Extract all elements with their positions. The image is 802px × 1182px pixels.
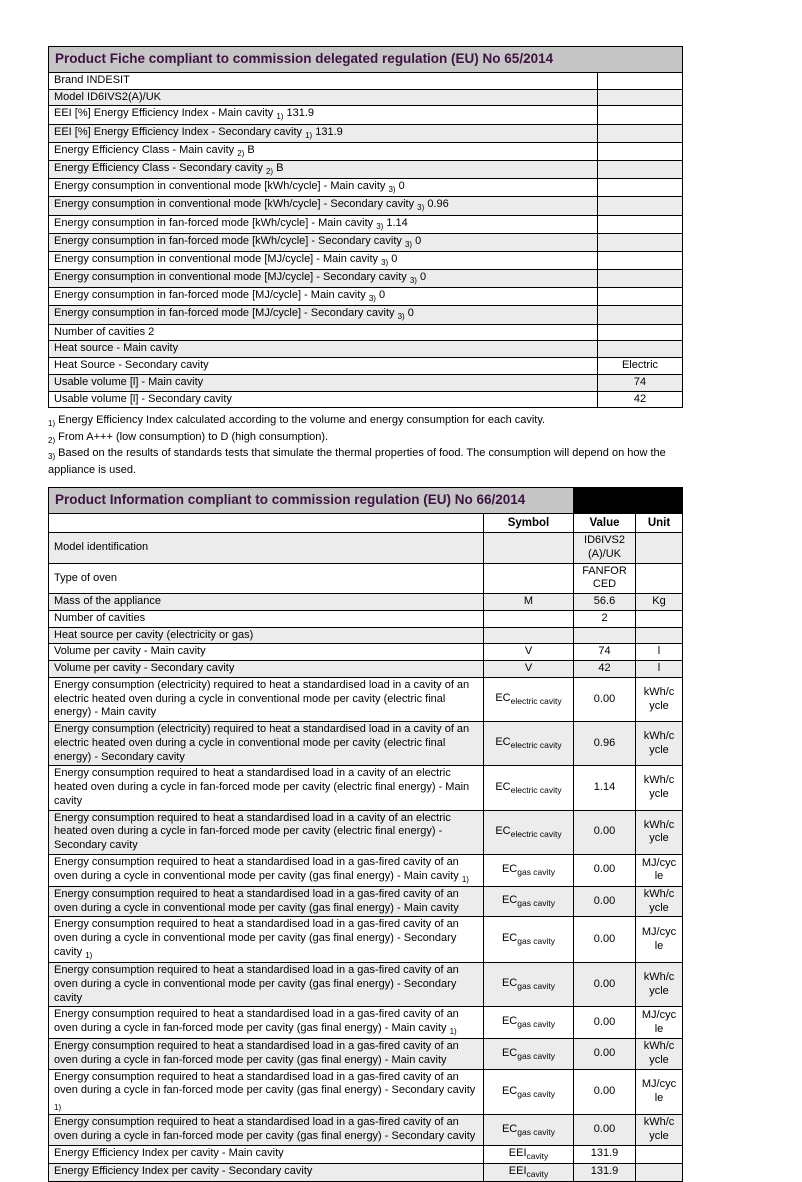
- fiche-row-label: Energy consumption in fan-forced mode [MJ/cycle] - Main cavity $_{3)}$ 0: [49, 288, 598, 306]
- fiche-table: [48, 46, 683, 408]
- info-row-value: 0.00: [574, 810, 636, 854]
- footnote-marker: 2): [237, 148, 245, 158]
- symbol-subscript: gas cavity: [517, 1019, 556, 1030]
- fiche-row: [49, 358, 683, 375]
- info-row: [49, 594, 683, 611]
- info-row-unit: l: [636, 661, 683, 678]
- fiche-row-label: EEI [%] Energy Efficiency Index - Secondary cavity $_{1)}$ 131.9: [49, 124, 598, 142]
- footnote-marker: 3): [404, 239, 413, 249]
- fiche-row-label: Energy consumption in fan-forced mode [kWh/cycle] - Secondary cavity $_{3)}$ 0: [49, 233, 598, 251]
- fiche-row-value: [598, 197, 683, 215]
- fiche-row-label: Number of cavities 2: [49, 324, 598, 341]
- fiche-row: [49, 306, 683, 324]
- info-row: [49, 917, 683, 963]
- info-row-description: Energy consumption (electricity) required to heat a standardised load in a cavity of an electric heated oven during a cycle in conventional mode per cavity (electric final energy) - Secondary cavity: [49, 722, 484, 766]
- info-row-symbol: $EEI_{cavity}$: [484, 1163, 574, 1181]
- info-row-symbol: $EC_{gas cavity}$: [484, 1039, 574, 1070]
- info-row-unit: MJ/cycle: [636, 854, 683, 886]
- info-row-unit: [636, 1163, 683, 1181]
- info-row-value: 0.00: [574, 677, 636, 721]
- info-row-unit: MJ/cycle: [636, 1007, 683, 1039]
- info-row-description: Energy consumption required to heat a standardised load in a gas-fired cavity of an oven during a cycle in conventional mode per cavity (gas final energy) - Secondary cavity: [49, 963, 484, 1007]
- footnote-marker: 3): [381, 258, 389, 268]
- info-row-unit: MJ/cycle: [636, 1069, 683, 1115]
- footnote-marker: 3): [368, 294, 376, 304]
- fiche-row-value: [598, 251, 683, 269]
- info-row: [49, 661, 683, 678]
- fiche-row: [49, 233, 683, 251]
- fiche-table-title: Product Fiche compliant to commission delegated regulation (EU) No 65/2014: [49, 47, 683, 73]
- info-column-header-row: [49, 513, 683, 532]
- info-row: [49, 1145, 683, 1163]
- fiche-row-value: 74: [598, 374, 683, 391]
- info-col-unit: Unit: [636, 513, 683, 532]
- fiche-row-label: Usable volume [l] - Main cavity: [49, 374, 598, 391]
- footnote-marker: 3): [397, 312, 405, 322]
- info-col-description: [49, 513, 484, 532]
- info-row-value: 2: [574, 610, 636, 627]
- info-row-symbol: $EC_{gas cavity}$: [484, 963, 574, 1007]
- info-row-symbol: $EC_{electric cavity}$: [484, 810, 574, 854]
- symbol-subscript: gas cavity: [517, 1126, 556, 1137]
- fiche-row: [49, 179, 683, 197]
- info-row-unit: kWh/cycle: [636, 1039, 683, 1070]
- symbol-subscript: electric cavity: [510, 740, 562, 751]
- fiche-row-value: [598, 72, 683, 89]
- info-row: [49, 766, 683, 810]
- footnotes-block: [48, 413, 682, 478]
- info-row-symbol: V: [484, 644, 574, 661]
- info-row-symbol: $EC_{electric cavity}$: [484, 722, 574, 766]
- fiche-row-label: Usable volume [l] - Secondary cavity: [49, 391, 598, 408]
- fiche-row-value: [598, 306, 683, 324]
- info-row: [49, 1039, 683, 1070]
- fiche-row-label: Model ID6IVS2(A)/UK: [49, 89, 598, 106]
- info-row-symbol: [484, 533, 574, 564]
- info-title-row: [49, 487, 683, 513]
- info-row: [49, 610, 683, 627]
- symbol-subscript: gas cavity: [517, 936, 556, 947]
- info-row-unit: kWh/cycle: [636, 1115, 683, 1146]
- fiche-row-value: [598, 160, 683, 178]
- info-row: [49, 1007, 683, 1039]
- fiche-row-value: [598, 89, 683, 106]
- info-row-symbol: $EC_{electric cavity}$: [484, 766, 574, 810]
- fiche-row-label: Heat source - Main cavity: [49, 341, 598, 358]
- info-row-symbol: V: [484, 661, 574, 678]
- info-row-description: Energy Efficiency Index per cavity - Main cavity: [49, 1145, 484, 1163]
- fiche-row-label: Energy consumption in conventional mode [MJ/cycle] - Secondary cavity $_{3)}$ 0: [49, 270, 598, 288]
- fiche-row-value: [598, 106, 683, 124]
- info-row-description: Type of oven: [49, 563, 484, 594]
- info-row-description: Energy consumption required to heat a standardised load in a gas-fired cavity of an oven during a cycle in conventional mode per cavity (gas final energy) - Main cavity $_{1)}$: [49, 854, 484, 886]
- info-col-symbol: Symbol: [484, 513, 574, 532]
- fiche-row: [49, 197, 683, 215]
- fiche-row-label: Energy consumption in fan-forced mode [kWh/cycle] - Main cavity $_{3)}$ 1.14: [49, 215, 598, 233]
- info-row-symbol: $EC_{gas cavity}$: [484, 917, 574, 963]
- info-row-symbol: $EC_{gas cavity}$: [484, 1007, 574, 1039]
- info-row-description: Energy consumption required to heat a standardised load in a gas-fired cavity of an oven during a cycle in conventional mode per cavity (gas final energy) - Secondary cavity $_{1)}$: [49, 917, 484, 963]
- info-row-unit: [636, 563, 683, 594]
- fiche-row-label: Energy consumption in conventional mode [MJ/cycle] - Main cavity $_{3)}$ 0: [49, 251, 598, 269]
- info-row-unit: Kg: [636, 594, 683, 611]
- info-row-description: Energy consumption required to heat a standardised load in a cavity of an electric heated oven during a cycle in fan-forced mode per cavity (electric final energy) - Main cavity: [49, 766, 484, 810]
- info-row-value: 131.9: [574, 1145, 636, 1163]
- info-row-description: Volume per cavity - Secondary cavity: [49, 661, 484, 678]
- fiche-row: [49, 374, 683, 391]
- info-row-value: [574, 627, 636, 644]
- fiche-row-value: [598, 233, 683, 251]
- footnote: $_{2)}$ From A+++ (low consumption) to D (high consumption).: [48, 430, 329, 445]
- info-table-title: Product Information compliant to commission regulation (EU) No 66/2014: [49, 487, 574, 513]
- info-row-description: Mass of the appliance: [49, 594, 484, 611]
- footnote-marker: 3): [376, 221, 384, 231]
- info-title-black-cell: [574, 487, 683, 513]
- info-row: [49, 1115, 683, 1146]
- info-row-value: 1.14: [574, 766, 636, 810]
- info-row-description: Energy Efficiency Index per cavity - Secondary cavity: [49, 1163, 484, 1181]
- symbol-subscript: electric cavity: [510, 696, 562, 707]
- info-row: [49, 533, 683, 564]
- footnote-marker: 1): [54, 1103, 62, 1113]
- fiche-row: [49, 160, 683, 178]
- info-row: [49, 563, 683, 594]
- fiche-row-label: EEI [%] Energy Efficiency Index - Main cavity $_{1)}$ 131.9: [49, 106, 598, 124]
- info-row-symbol: [484, 627, 574, 644]
- info-row-value: 0.00: [574, 886, 636, 917]
- fiche-row: [49, 391, 683, 408]
- fiche-row-value: 42: [598, 391, 683, 408]
- symbol-subscript: electric cavity: [510, 829, 562, 840]
- fiche-row-label: Energy Efficiency Class - Main cavity $_{2)}$ B: [49, 142, 598, 160]
- info-row: [49, 722, 683, 766]
- footnote-marker: 1): [276, 112, 284, 122]
- info-row-symbol: [484, 563, 574, 594]
- footnote-marker: 1): [461, 874, 469, 884]
- info-row-unit: kWh/cycle: [636, 963, 683, 1007]
- fiche-row: [49, 251, 683, 269]
- info-row-description: Energy consumption required to heat a standardised load in a gas-fired cavity of an oven during a cycle in fan-forced mode per cavity (gas final energy) - Main cavity: [49, 1039, 484, 1070]
- info-row: [49, 854, 683, 886]
- footnote-marker: 3): [388, 185, 396, 195]
- symbol-subscript: gas cavity: [517, 981, 556, 992]
- info-row: [49, 810, 683, 854]
- fiche-row-value: [598, 215, 683, 233]
- fiche-row-label: Energy consumption in conventional mode [kWh/cycle] - Main cavity $_{3)}$ 0: [49, 179, 598, 197]
- info-row-value: 56.6: [574, 594, 636, 611]
- fiche-row-label: Energy consumption in fan-forced mode [MJ/cycle] - Secondary cavity $_{3)}$ 0: [49, 306, 598, 324]
- info-row-unit: MJ/cycle: [636, 917, 683, 963]
- fiche-row-value: [598, 142, 683, 160]
- info-row: [49, 1069, 683, 1115]
- info-row-unit: l: [636, 644, 683, 661]
- footnote: $_{1)}$ Energy Efficiency Index calculated according to the volume and energy consumption for each cavity.: [48, 414, 546, 429]
- info-row-value: 0.00: [574, 1007, 636, 1039]
- fiche-row-value: [598, 270, 683, 288]
- info-row-value: ID6IVS2(A)/UK: [574, 533, 636, 564]
- info-row-description: Energy consumption required to heat a standardised load in a gas-fired cavity of an oven during a cycle in fan-forced mode per cavity (gas final energy) - Secondary cavity $_{1)}$: [49, 1069, 484, 1115]
- info-row-description: Volume per cavity - Main cavity: [49, 644, 484, 661]
- fiche-row: [49, 72, 683, 89]
- fiche-row: [49, 89, 683, 106]
- info-row-unit: kWh/cycle: [636, 677, 683, 721]
- info-row-value: 74: [574, 644, 636, 661]
- symbol-subscript: gas cavity: [517, 898, 556, 909]
- info-row: [49, 886, 683, 917]
- symbol-subscript: cavity: [526, 1151, 549, 1162]
- info-row-description: Energy consumption required to heat a standardised load in a cavity of an electric heated oven during a cycle in fan-forced mode per cavity (electric final energy) - Secondary cavity: [49, 810, 484, 854]
- info-row-symbol: $EC_{gas cavity}$: [484, 854, 574, 886]
- info-row-value: 0.00: [574, 917, 636, 963]
- symbol-subscript: electric cavity: [510, 784, 562, 795]
- symbol-subscript: gas cavity: [517, 867, 556, 878]
- info-row-symbol: [484, 610, 574, 627]
- info-row-symbol: $EC_{gas cavity}$: [484, 1115, 574, 1146]
- info-row-value: 0.00: [574, 854, 636, 886]
- fiche-row-value: [598, 124, 683, 142]
- info-row-value: 0.00: [574, 1115, 636, 1146]
- footnote-marker: 2): [48, 435, 56, 445]
- info-table: [48, 487, 683, 1182]
- footnote-marker: 3): [48, 452, 56, 462]
- fiche-row: [49, 215, 683, 233]
- info-row-value: 131.9: [574, 1163, 636, 1181]
- info-col-value: Value: [574, 513, 636, 532]
- fiche-row-label: Heat Source - Secondary cavity: [49, 358, 598, 375]
- info-row-symbol: $EC_{electric cavity}$: [484, 677, 574, 721]
- info-row-unit: [636, 610, 683, 627]
- info-row-value: FANFORCED: [574, 563, 636, 594]
- fiche-row: [49, 124, 683, 142]
- footnote-marker: 2): [265, 167, 274, 177]
- info-row-value: 42: [574, 661, 636, 678]
- info-row-description: Energy consumption required to heat a standardised load in a gas-fired cavity of an oven during a cycle in fan-forced mode per cavity (gas final energy) - Main cavity $_{1)}$: [49, 1007, 484, 1039]
- info-row-unit: [636, 533, 683, 564]
- info-row-unit: kWh/cycle: [636, 766, 683, 810]
- footnote-marker: 3): [417, 203, 425, 213]
- info-row-symbol: M: [484, 594, 574, 611]
- symbol-subscript: gas cavity: [517, 1050, 556, 1061]
- fiche-row-label: Energy consumption in conventional mode [kWh/cycle] - Secondary cavity $_{3)}$ 0.96: [49, 197, 598, 215]
- info-row-value: 0.00: [574, 1069, 636, 1115]
- fiche-row-label: Energy Efficiency Class - Secondary cavity $_{2)}$ B: [49, 160, 598, 178]
- info-row-description: Energy consumption (electricity) required to heat a standardised load in a cavity of an electric heated oven during a cycle in conventional mode per cavity (electric final energy) - Main cavity: [49, 677, 484, 721]
- fiche-row: [49, 288, 683, 306]
- info-row-description: Heat source per cavity (electricity or gas): [49, 627, 484, 644]
- footnote-marker: 1): [449, 1027, 457, 1037]
- fiche-row-value: [598, 288, 683, 306]
- footnote-marker: 1): [305, 130, 313, 140]
- info-row-description: Number of cavities: [49, 610, 484, 627]
- info-row-symbol: $EEI_{cavity}$: [484, 1145, 574, 1163]
- info-row-value: 0.96: [574, 722, 636, 766]
- fiche-row: [49, 142, 683, 160]
- info-row-unit: kWh/cycle: [636, 886, 683, 917]
- fiche-row: [49, 341, 683, 358]
- info-row-value: 0.00: [574, 1039, 636, 1070]
- fiche-row-value: [598, 341, 683, 358]
- info-row: [49, 644, 683, 661]
- info-row-unit: kWh/cycle: [636, 722, 683, 766]
- info-row: [49, 963, 683, 1007]
- info-row-description: Energy consumption required to heat a standardised load in a gas-fired cavity of an oven during a cycle in fan-forced mode per cavity (gas final energy) - Secondary cavity: [49, 1115, 484, 1146]
- fiche-row: [49, 270, 683, 288]
- info-row-unit: [636, 627, 683, 644]
- footnote: $_{3)}$ Based on the results of standards tests that simulate the thermal properties of food. The consumption will depend on how the appliance is used.: [48, 447, 666, 476]
- symbol-subscript: cavity: [526, 1168, 549, 1179]
- footnote-marker: 1): [48, 419, 56, 429]
- fiche-row-value: [598, 179, 683, 197]
- info-row: [49, 1163, 683, 1181]
- info-row: [49, 627, 683, 644]
- footnote-marker: 1): [85, 951, 93, 961]
- info-row-description: Model identification: [49, 533, 484, 564]
- symbol-subscript: gas cavity: [517, 1088, 556, 1099]
- info-row-unit: [636, 1145, 683, 1163]
- fiche-row-value: Electric: [598, 358, 683, 375]
- info-row-description: Energy consumption required to heat a standardised load in a gas-fired cavity of an oven during a cycle in conventional mode per cavity (gas final energy) - Main cavity: [49, 886, 484, 917]
- fiche-row: [49, 324, 683, 341]
- info-row: [49, 677, 683, 721]
- fiche-row-value: [598, 324, 683, 341]
- fiche-row-label: Brand INDESIT: [49, 72, 598, 89]
- fiche-title-row: [49, 47, 683, 73]
- info-row-unit: kWh/cycle: [636, 810, 683, 854]
- fiche-row: [49, 106, 683, 124]
- info-row-symbol: $EC_{gas cavity}$: [484, 886, 574, 917]
- info-row-value: 0.00: [574, 963, 636, 1007]
- footnote-marker: 3): [409, 276, 417, 286]
- info-row-symbol: $EC_{gas cavity}$: [484, 1069, 574, 1115]
